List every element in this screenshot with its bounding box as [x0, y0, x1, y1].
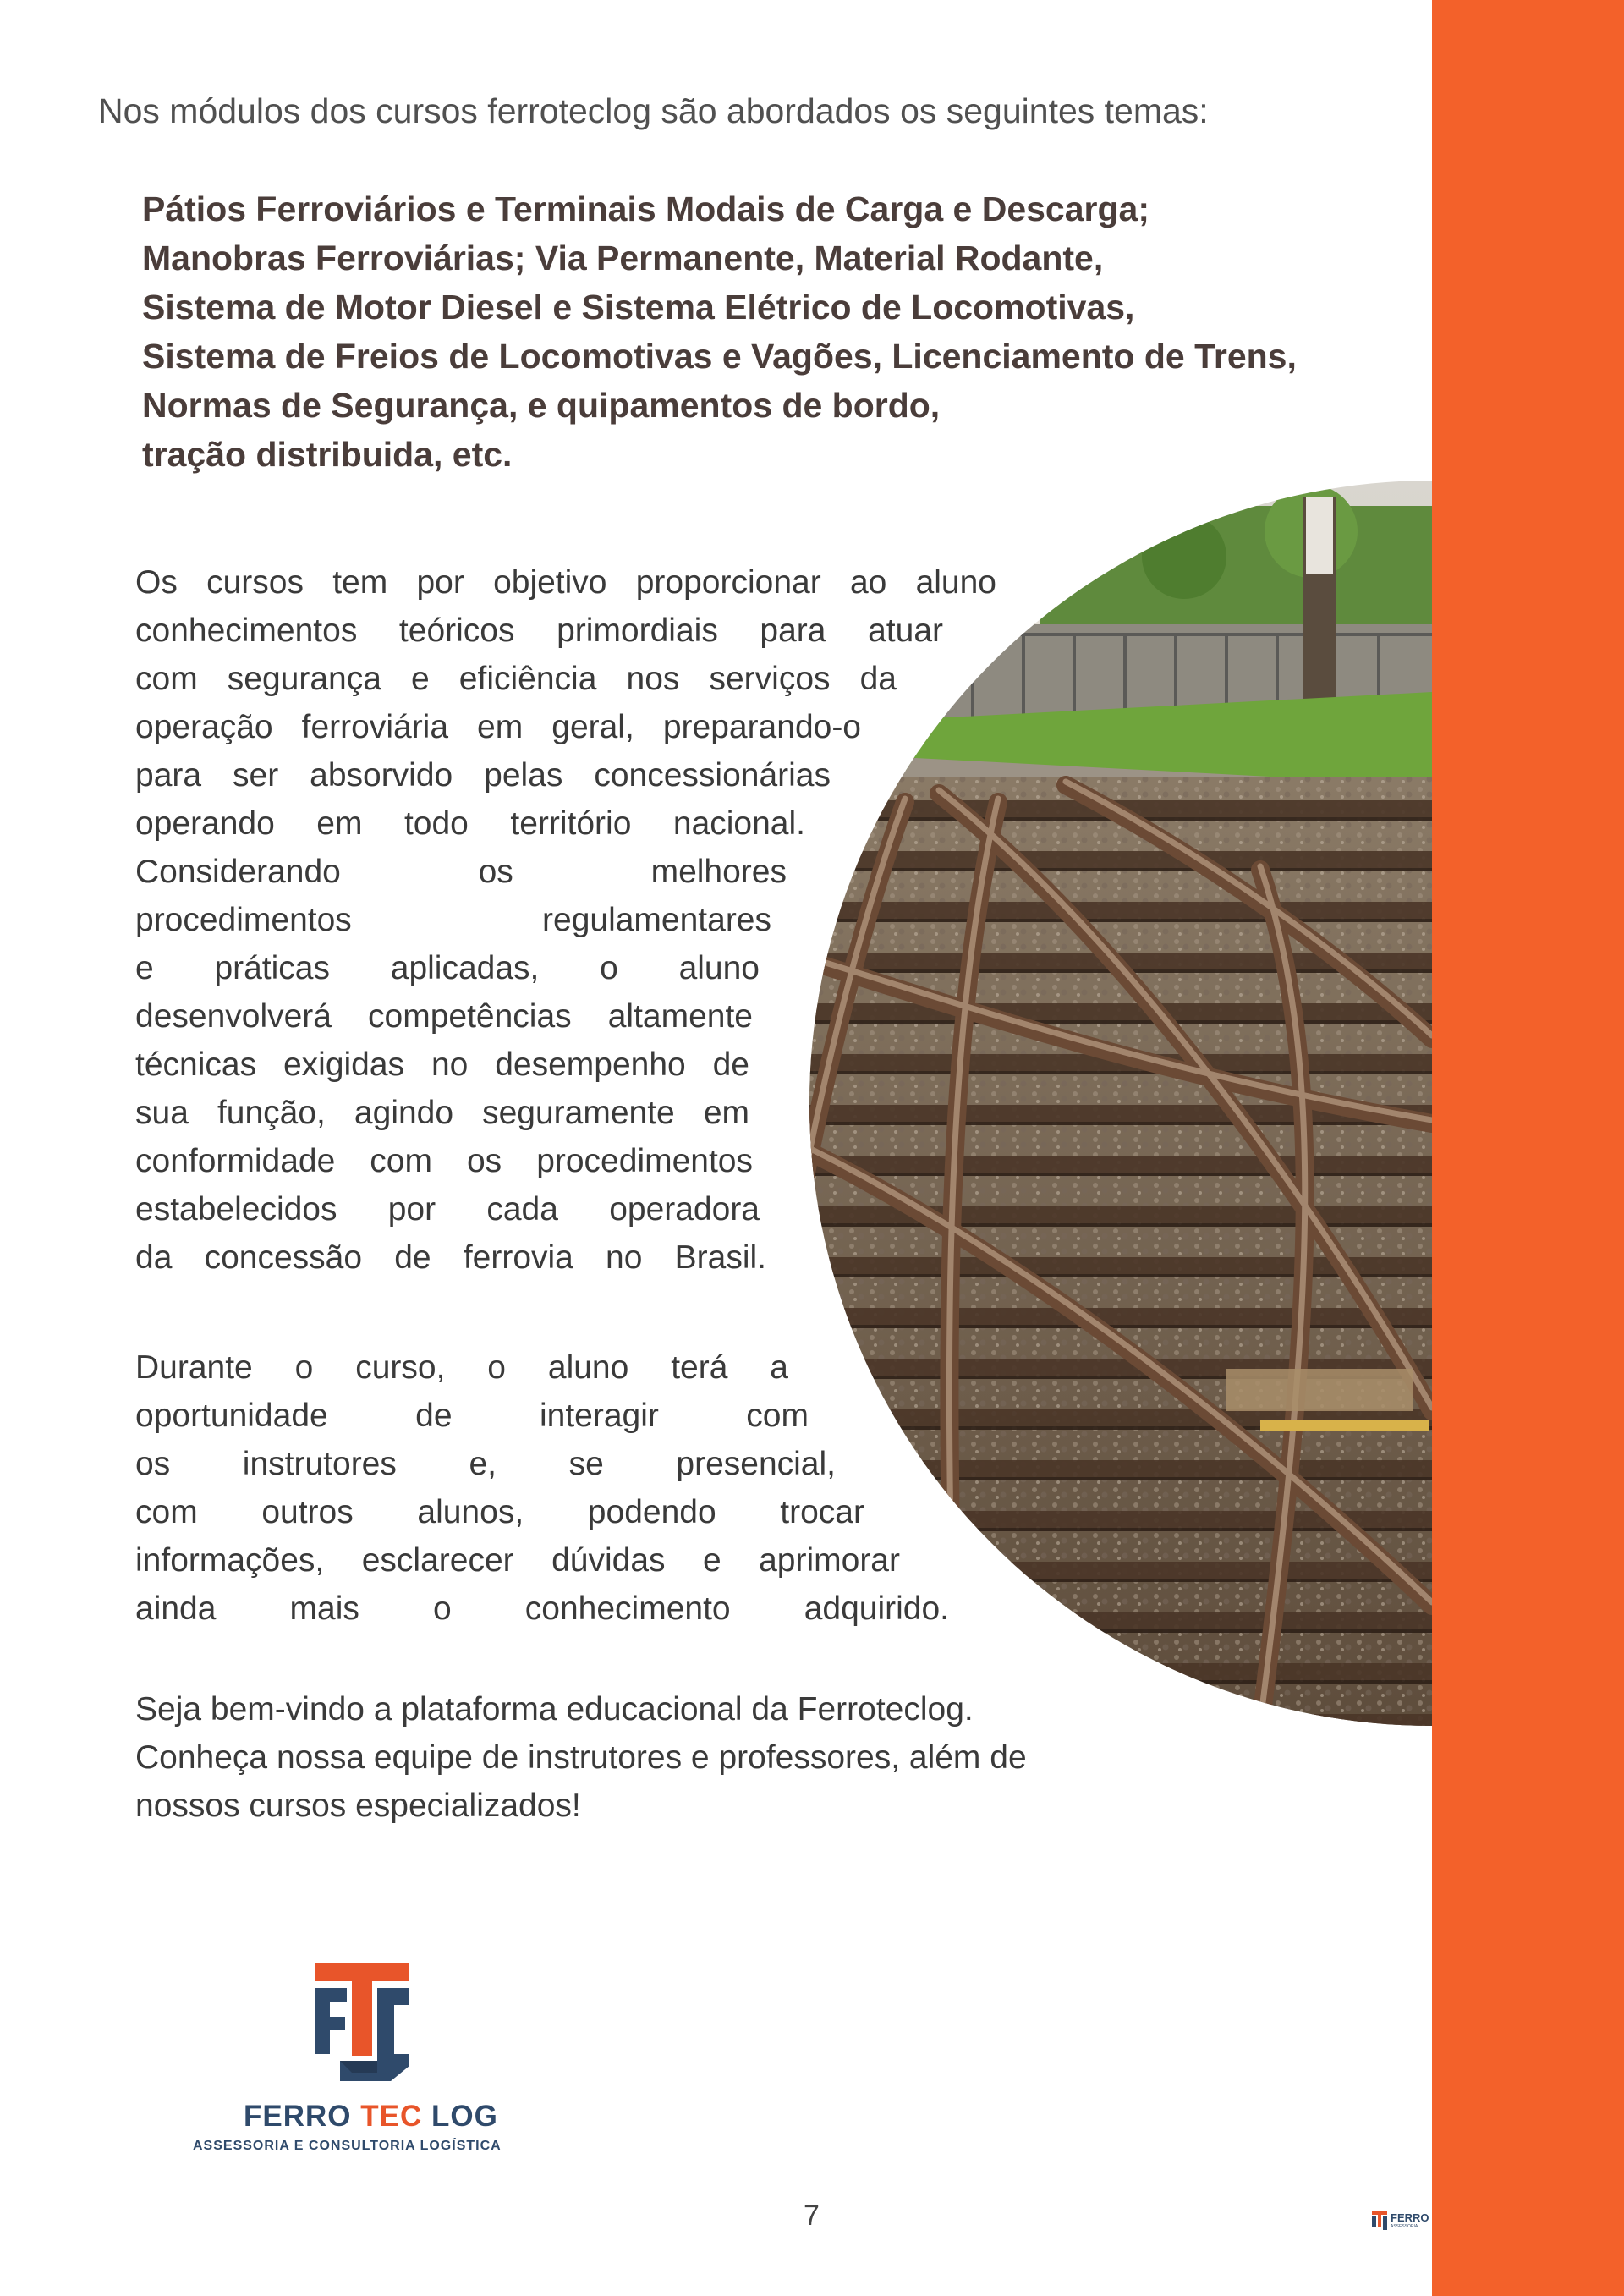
- course-interaction-paragraph: [135, 1343, 949, 1633]
- corner-logo: [1370, 2210, 1432, 2235]
- topics-list: [142, 184, 1297, 479]
- welcome-paragraph: [135, 1685, 1027, 1830]
- text-line: Os cursos tem por objetivo proporcionar ao aluno: [135, 564, 996, 601]
- topic-item: Sistema de Freios de Locomotivas e Vagões, Licenciamento de Trens,: [142, 337, 1297, 376]
- topic-item: Pátios Ferroviários e Terminais Modais de Carga e Descarga;: [142, 190, 1149, 228]
- text-line: técnicas exigidas no desempenho de: [135, 1046, 749, 1083]
- corner-logo-subtext: ASSESSORIA: [1391, 2224, 1418, 2229]
- brand-name: [244, 2100, 498, 2134]
- topic-item: Manobras Ferroviárias; Via Permanente, Material Rodante,: [142, 239, 1104, 277]
- text-line: ainda mais o conhecimento adquirido.: [135, 1590, 949, 1627]
- text-line: oportunidade de interagir com: [135, 1398, 809, 1434]
- text-line: com segurança e eficiência nos serviços da: [135, 661, 897, 697]
- text-line: operando em todo território nacional.: [135, 805, 805, 842]
- objective-paragraph: [135, 558, 996, 1282]
- brand-part: TEC: [360, 2100, 423, 2133]
- ftc-mini-icon: [1370, 2210, 1389, 2232]
- corner-logo-text: FERRO: [1391, 2211, 1429, 2224]
- text-line: Considerando os melhores: [135, 854, 787, 890]
- text-line: operação ferroviária em geral, preparando-o: [135, 709, 861, 745]
- orange-side-band: [1432, 0, 1624, 2296]
- text-line: Seja bem-vindo a plataforma educacional da Ferroteclog.: [135, 1691, 974, 1727]
- topic-item: tração distribuida, etc.: [142, 435, 513, 474]
- topic-item: Normas de Segurança, e quipamentos de bordo,: [142, 386, 941, 425]
- text-line: para ser absorvido pelas concessionárias: [135, 757, 831, 794]
- text-line: Conheça nossa equipe de instrutores e professores, além de: [135, 1739, 1027, 1776]
- text-line: com outros alunos, podendo trocar: [135, 1494, 864, 1530]
- intro-text: Nos módulos dos cursos ferroteclog são abordados os seguintes temas:: [98, 91, 1209, 130]
- text-line: informações, esclarecer dúvidas e aprimorar: [135, 1542, 900, 1579]
- text-line: os instrutores e, se presencial,: [135, 1446, 836, 1482]
- text-line: estabelecidos por cada operadora: [135, 1191, 760, 1228]
- text-line: sua função, agindo seguramente em: [135, 1095, 749, 1131]
- text-line: Durante o curso, o aluno terá a: [135, 1349, 788, 1386]
- ferroteclog-logo: [193, 1954, 531, 2157]
- ftc-monogram-icon: [303, 1954, 421, 2090]
- text-line: procedimentos regulamentares: [135, 902, 771, 938]
- topic-item: Sistema de Motor Diesel e Sistema Elétrico de Locomotivas,: [142, 288, 1135, 327]
- text-line: conhecimentos teóricos primordiais para atuar: [135, 612, 943, 649]
- brand-part: FERRO: [244, 2100, 352, 2133]
- brand-part: LOG: [431, 2100, 498, 2133]
- text-line: nossos cursos especializados!: [135, 1788, 581, 1824]
- text-line: conformidade com os procedimentos: [135, 1143, 753, 1179]
- brand-tagline: ASSESSORIA E CONSULTORIA LOGÍSTICA: [193, 2139, 502, 2153]
- text-line: desenvolverá competências altamente: [135, 998, 753, 1035]
- text-line: da concessão de ferrovia no Brasil.: [135, 1239, 766, 1276]
- text-line: e práticas aplicadas, o aluno: [135, 950, 760, 986]
- page-number: 7: [804, 2200, 820, 2232]
